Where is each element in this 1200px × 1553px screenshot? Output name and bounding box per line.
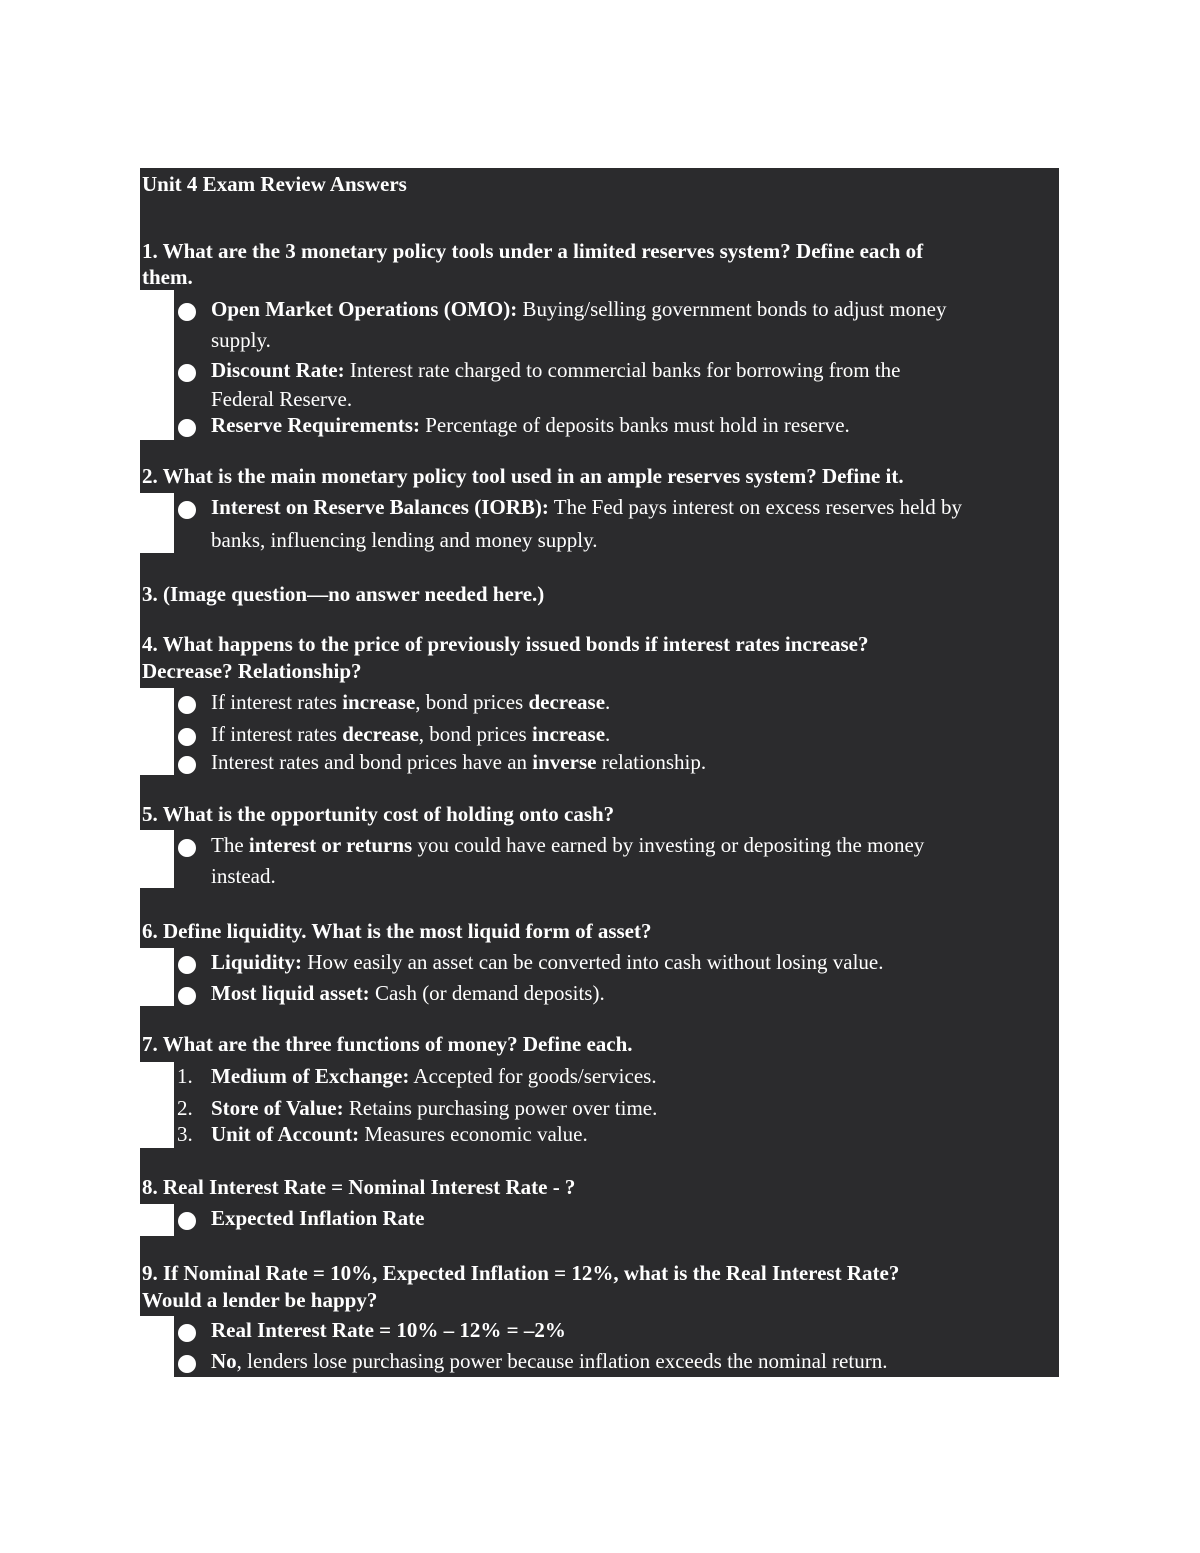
answer-text: The (211, 833, 249, 857)
answer-item (211, 1094, 657, 1123)
answer-definition: Retains purchasing power over time. (343, 1096, 658, 1120)
answer-emphasis: increase (531, 722, 606, 746)
answer-continuation: instead. (211, 864, 276, 888)
question-4-line-2: Decrease? Relationship? (142, 659, 362, 683)
answer-text: If interest rates (211, 722, 343, 746)
answer-term: Most liquid asset: (211, 981, 370, 1005)
answer-text: , bond prices (418, 722, 532, 746)
answer-text: . (605, 722, 611, 746)
answer-definition: Accepted for goods/services. (409, 1064, 657, 1088)
answer-item (211, 356, 900, 385)
answer-definition: How easily an asset can be converted into cash without losing value. (302, 950, 884, 974)
question-1-line-1: 1. What are the 3 monetary policy tools under a limited reserves system? Define each of (142, 239, 924, 263)
question-4-line-1: 4. What happens to the price of previously issued bonds if interest rates increase? (142, 632, 869, 656)
answer-item (211, 979, 605, 1008)
bullet-icon (178, 1355, 196, 1373)
answer-continuation: Federal Reserve. (211, 387, 353, 411)
answer-text: relationship. (596, 750, 707, 774)
answer-text: . (605, 690, 611, 714)
answer-term: Liquidity: (211, 950, 303, 974)
question-8-line-1: 8. Real Interest Rate = Nominal Interest Rate - ? (142, 1175, 576, 1199)
question-5-line-1: 5. What is the opportunity cost of holding onto cash? (142, 802, 615, 826)
question-3-line-1: 3. (Image question—no answer needed here.) (142, 582, 545, 606)
question-1-line-2: them. (142, 265, 193, 289)
bullet-icon (178, 501, 196, 519)
answer-definition: The Fed pays interest on excess reserves held by (548, 495, 962, 519)
list-number: 1. (177, 1064, 193, 1088)
bullet-icon (178, 728, 196, 746)
answer-emphasis: inverse (532, 750, 597, 774)
answer-emphasis: No (211, 1349, 237, 1373)
bullet-icon (178, 839, 196, 857)
answer-item (211, 493, 962, 522)
answer-item: Expected Inflation Rate (211, 1206, 425, 1230)
bullet-icon (178, 419, 196, 437)
answer-emphasis: decrease (342, 722, 419, 746)
answer-item (211, 1347, 887, 1376)
answer-definition: Buying/selling government bonds to adjust money (517, 297, 947, 321)
answer-definition: Cash (or demand deposits). (369, 981, 605, 1005)
answer-item (211, 688, 610, 717)
answer-term: Store of Value: (211, 1096, 344, 1120)
answer-item (211, 748, 706, 777)
answer-continuation: banks, influencing lending and money supply. (211, 528, 598, 552)
bullet-icon (178, 1324, 196, 1342)
answer-definition: Interest rate charged to commercial banks for borrowing from the (344, 358, 901, 382)
answer-term: Discount Rate: (211, 358, 345, 382)
question-6-line-1: 6. Define liquidity. What is the most liquid form of asset? (142, 919, 652, 943)
bullet-icon (178, 364, 196, 382)
answer-text: , lenders lose purchasing power because inflation exceeds the nominal return. (236, 1349, 888, 1373)
bullet-icon (178, 756, 196, 774)
answer-text: If interest rates (211, 690, 343, 714)
answer-emphasis: increase (342, 690, 416, 714)
answer-definition: Percentage of deposits banks must hold in reserve. (419, 413, 850, 437)
answer-item (211, 720, 610, 749)
answer-item (211, 1062, 657, 1091)
question-2-line-1: 2. What is the main monetary policy tool used in an ample reserves system? Define it. (142, 464, 904, 488)
answer-item (211, 295, 947, 324)
answer-emphasis: interest or returns (248, 833, 413, 857)
bullet-icon (178, 696, 196, 714)
answer-term: Medium of Exchange: (211, 1064, 410, 1088)
page-title: Unit 4 Exam Review Answers (142, 172, 407, 196)
list-number: 2. (177, 1096, 193, 1120)
answer-term: Reserve Requirements: (211, 413, 420, 437)
question-7-line-1: 7. What are the three functions of money? Define each. (142, 1032, 633, 1056)
question-9-line-2: Would a lender be happy? (142, 1288, 378, 1312)
answer-text: , bond prices (415, 690, 529, 714)
answer-term: Interest on Reserve Balances (IORB): (211, 495, 549, 519)
answer-term: Open Market Operations (OMO): (211, 297, 518, 321)
answer-item (211, 411, 850, 440)
answer-item (211, 1120, 588, 1149)
bullet-icon (178, 987, 196, 1005)
answer-text: Interest rates and bond prices have an (211, 750, 533, 774)
answer-item: Real Interest Rate = 10% – 12% = –2% (211, 1318, 566, 1342)
bullet-icon (178, 1212, 196, 1230)
bullet-icon (178, 956, 196, 974)
question-9-line-1: 9. If Nominal Rate = 10%, Expected Inflation = 12%, what is the Real Interest Rate? (142, 1261, 900, 1285)
answer-text: you could have earned by investing or depositing the money (412, 833, 925, 857)
answer-term: Unit of Account: (211, 1122, 360, 1146)
list-number: 3. (177, 1122, 193, 1146)
answer-emphasis: decrease (528, 690, 606, 714)
answer-continuation: supply. (211, 328, 271, 352)
answer-item (211, 948, 883, 977)
answer-definition: Measures economic value. (359, 1122, 588, 1146)
bullet-icon (178, 303, 196, 321)
answer-item (211, 831, 924, 860)
